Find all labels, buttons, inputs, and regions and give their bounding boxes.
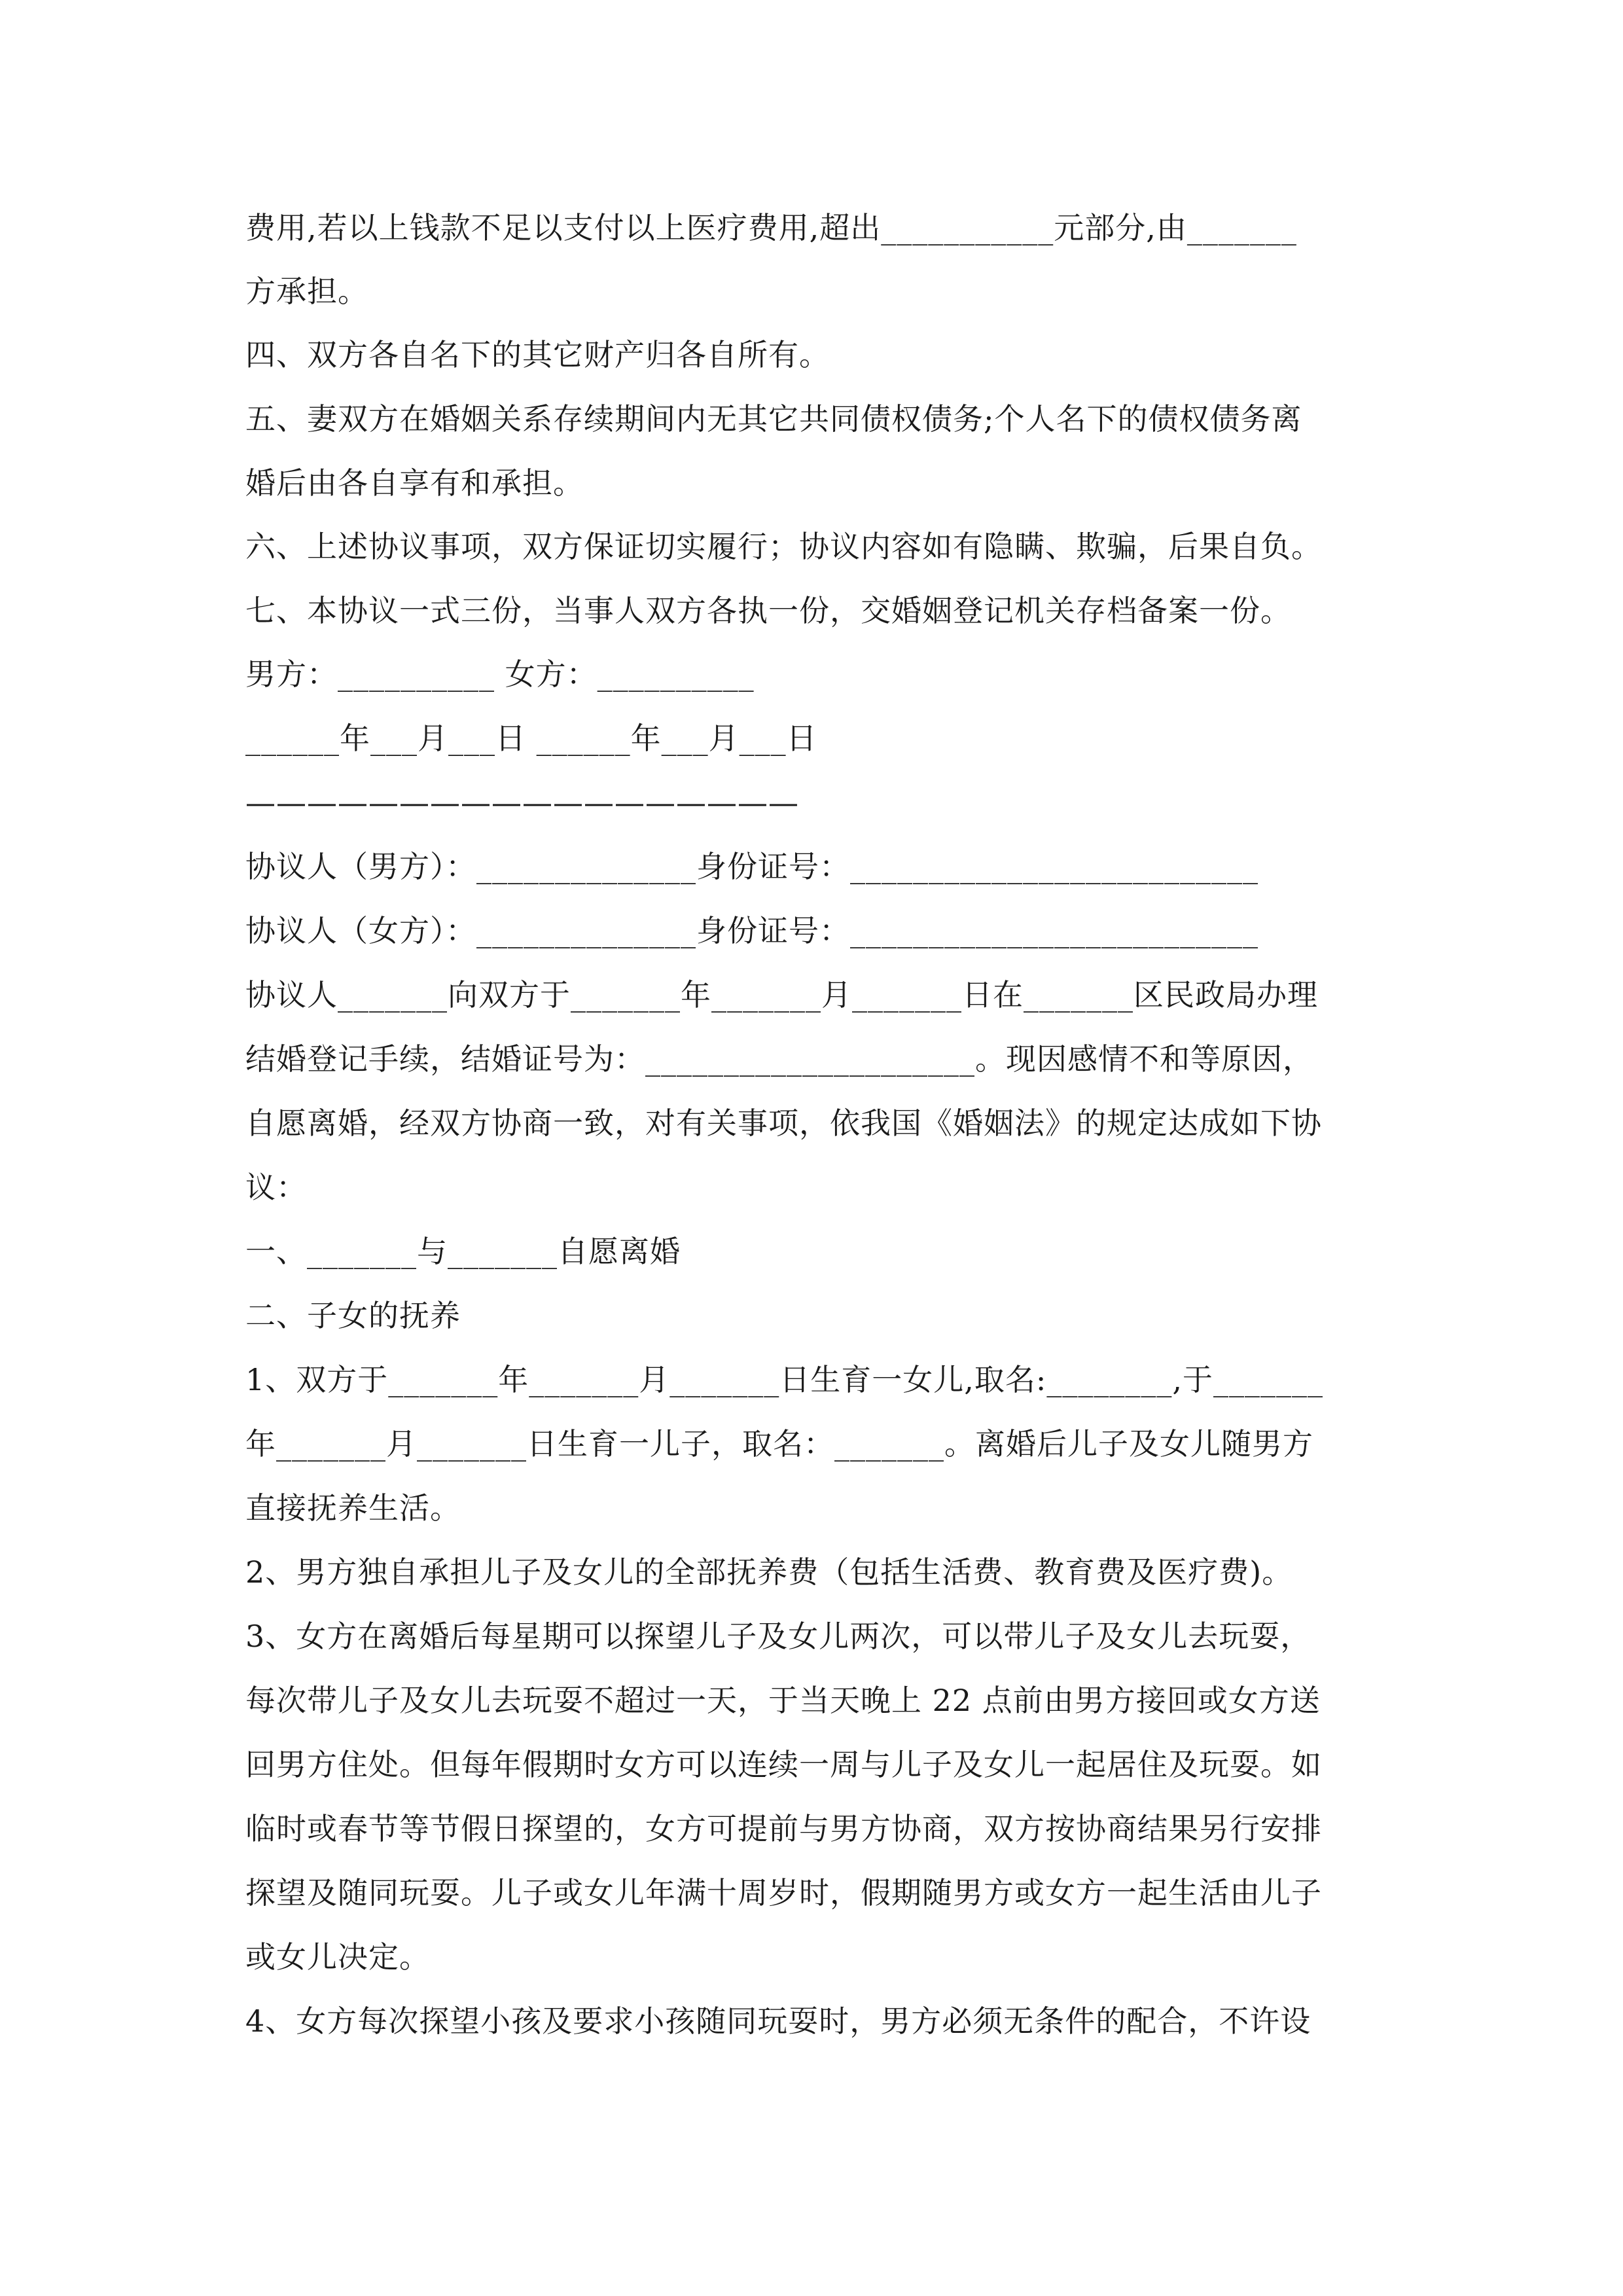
text-line: 协议人（男方）：______________身份证号：__________________________ — [245, 849, 1258, 884]
text-line: 协议人_______向双方于_______年_______月_______日在_______区民政局办理 — [245, 977, 1318, 1013]
text-line: 方承担。 — [245, 274, 368, 309]
text-line: 年_______月_______日生育一儿子，取名：_______。离婚后儿子及女儿随男方 — [245, 1426, 1313, 1462]
text-line: 1、双方于_______年_______月_______日生育一女儿,取名:________,于_______ — [245, 1362, 1324, 1397]
text-line: 六、上述协议事项，双方保证切实履行；协议内容如有隐瞒、欺骗，后果自负。 — [245, 529, 1322, 564]
text-line: 或女儿决定。 — [245, 1939, 430, 1975]
text-line: 结婚登记手续，结婚证号为：_____________________。现因感情不和等原因， — [245, 1041, 1313, 1077]
text-line: 协议人（女方）：______________身份证号：__________________________ — [245, 913, 1258, 948]
text-line: 男方：__________ 女方：__________ — [245, 656, 755, 692]
text-line: 议： — [245, 1170, 307, 1205]
text-line: 一、_______与_______自愿离婚 — [245, 1234, 681, 1269]
text-line: 二、子女的抚养 — [245, 1298, 461, 1333]
text-line: 自愿离婚，经双方协商一致，对有关事项，依我国《婚姻法》的规定达成如下协 — [245, 1105, 1322, 1141]
text-line: 费用,若以上钱款不足以支付以上医疗费用,超出___________元部分,由_______ — [245, 210, 1297, 245]
text-line: 2、男方独自承担儿子及女儿的全部抚养费（包括生活费、教育费及医疗费)。 — [245, 1554, 1293, 1590]
divider-line: —————————————————— — [245, 785, 799, 820]
text-line: 每次带儿子及女儿去玩耍不超过一天，于当天晚上 22 点前由男方接回或女方送 — [245, 1683, 1321, 1718]
text-line: 4、女方每次探望小孩及要求小孩随同玩耍时，男方必须无条件的配合，不许设 — [245, 2003, 1311, 2039]
text-line: 婚后由各自享有和承担。 — [245, 465, 584, 501]
text-line: ______年___月___日 ______年___月___日 — [245, 721, 817, 756]
text-line: 四、双方各自名下的其它财产归各自所有。 — [245, 337, 830, 372]
text-line: 五、妻双方在婚姻关系存续期间内无其它共同债权债务;个人名下的债权债务离 — [245, 401, 1302, 437]
text-line: 3、女方在离婚后每星期可以探望儿子及女儿两次，可以带儿子及女儿去玩耍， — [245, 1619, 1311, 1654]
text-line: 探望及随同玩耍。儿子或女儿年满十周岁时，假期随男方或女方一起生活由儿子 — [245, 1875, 1322, 1910]
text-line: 临时或春节等节假日探望的，女方可提前与男方协商，双方按协商结果另行安排 — [245, 1811, 1322, 1846]
text-line: 回男方住处。但每年假期时女方可以连续一周与儿子及女儿一起居住及玩耍。如 — [245, 1747, 1322, 1782]
text-line: 直接抚养生活。 — [245, 1490, 461, 1526]
text-line: 七、本协议一式三份，当事人双方各执一份，交婚姻登记机关存档备案一份。 — [245, 593, 1291, 628]
